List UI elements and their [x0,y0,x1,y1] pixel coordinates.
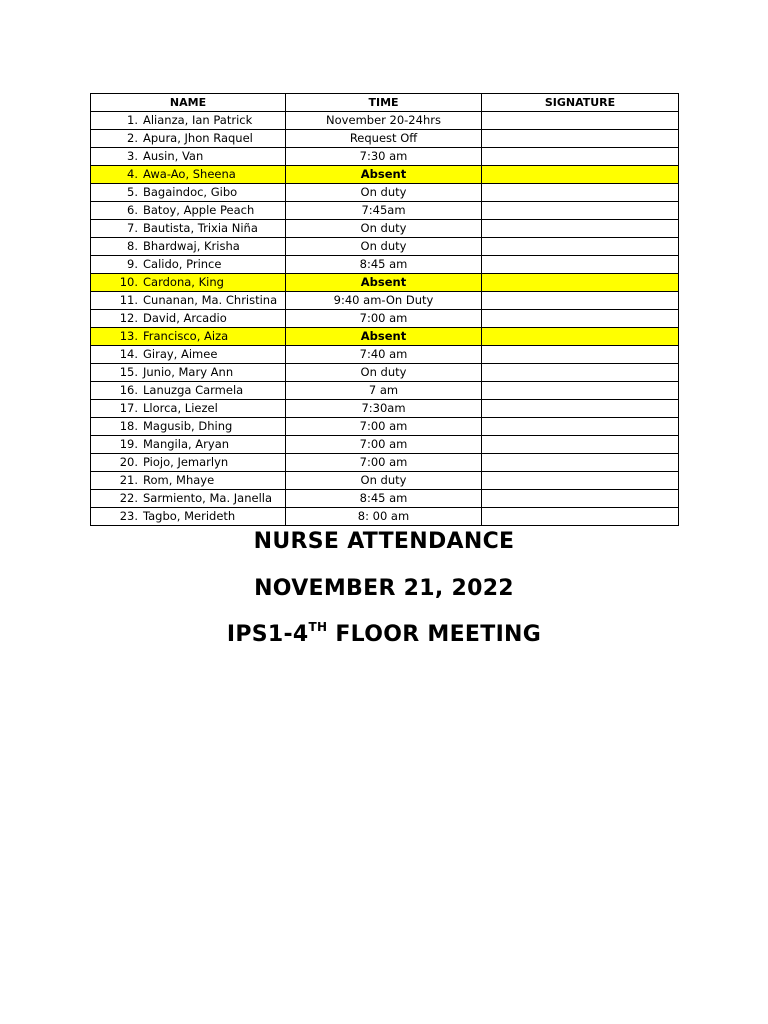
nurse-name: Ausin, Van [143,149,204,163]
meeting-title-ordinal: TH [308,620,328,634]
table-row [91,202,679,220]
name-cell [91,436,286,454]
nurse-name: Junio, Mary Ann [143,365,234,379]
time-cell: 7:00 am [286,418,482,436]
signature-cell [482,490,679,508]
nurse-name: Mangila, Aryan [143,437,230,451]
row-number: 2. [127,131,138,145]
table-row [91,310,679,328]
signature-cell [482,112,679,130]
signature-cell [482,148,679,166]
time-cell: On duty [286,220,482,238]
column-header-signature: SIGNATURE [482,94,679,112]
name-cell [91,472,286,490]
signature-cell [482,292,679,310]
name-cell [91,310,286,328]
table-row [91,436,679,454]
table-row [91,382,679,400]
time-cell: 8:45 am [286,490,482,508]
table-header-row [91,94,679,112]
row-number: 10. [119,275,138,289]
time-cell: Request Off [286,130,482,148]
meeting-title [0,622,768,647]
row-number: 19. [119,437,138,451]
name-cell [91,184,286,202]
table-row [91,292,679,310]
row-number: 12. [119,311,138,325]
nurse-name: Rom, Mhaye [143,473,215,487]
nurse-name: Lanuzga Carmela [143,383,244,397]
row-number: 4. [127,167,138,181]
time-cell: 8: 00 am [286,508,482,526]
row-number: 8. [127,239,138,253]
time-cell: 7:45am [286,202,482,220]
table-row [91,454,679,472]
table-row [91,238,679,256]
time-cell: On duty [286,472,482,490]
meeting-title-prefix: IPS1-4 [226,622,309,647]
time-cell: 8:45 am [286,256,482,274]
meeting-title-suffix: FLOOR MEETING [327,622,542,647]
signature-cell [482,130,679,148]
table-row [91,166,679,184]
signature-cell [482,454,679,472]
nurse-name: Llorca, Liezel [143,401,218,415]
table-row [91,184,679,202]
time-cell: Absent [286,274,482,292]
nurse-name: Cardona, King [143,275,224,289]
signature-cell [482,328,679,346]
time-cell: 7:40 am [286,346,482,364]
row-number: 23. [119,509,138,523]
row-number: 21. [119,473,138,487]
row-number: 6. [127,203,138,217]
signature-cell [482,418,679,436]
time-cell: 7:30 am [286,148,482,166]
signature-cell [482,184,679,202]
time-cell: 7:00 am [286,310,482,328]
nurse-name: Awa-Ao, Sheena [143,167,236,181]
name-cell [91,130,286,148]
name-cell [91,346,286,364]
name-cell [91,382,286,400]
table-row [91,364,679,382]
signature-cell [482,310,679,328]
name-cell [91,112,286,130]
signature-cell [482,346,679,364]
nurse-name: Giray, Aimee [143,347,218,361]
name-cell [91,418,286,436]
signature-cell [482,436,679,454]
nurse-name: David, Arcadio [143,311,227,325]
signature-cell [482,274,679,292]
row-number: 7. [127,221,138,235]
name-cell [91,274,286,292]
row-number: 1. [127,113,138,127]
nurse-name: Alianza, Ian Patrick [143,113,253,127]
table-row [91,472,679,490]
name-cell [91,256,286,274]
nurse-name: Batoy, Apple Peach [143,203,255,217]
signature-cell [482,508,679,526]
row-number: 5. [127,185,138,199]
table-row [91,256,679,274]
time-cell: On duty [286,364,482,382]
column-header-time: TIME [286,94,482,112]
nurse-name: Sarmiento, Ma. Janella [143,491,273,505]
table-row [91,112,679,130]
name-cell [91,490,286,508]
table-row [91,346,679,364]
time-cell: On duty [286,184,482,202]
nurse-name: Bagaindoc, Gibo [143,185,238,199]
nurse-name: Piojo, Jemarlyn [143,455,229,469]
name-cell [91,238,286,256]
row-number: 22. [119,491,138,505]
time-cell: 7:30am [286,400,482,418]
attendance-table [90,93,679,526]
table-row [91,220,679,238]
name-cell [91,400,286,418]
table-row [91,490,679,508]
signature-cell [482,202,679,220]
row-number: 17. [119,401,138,415]
signature-cell [482,220,679,238]
nurse-name: Calido, Prince [143,257,222,271]
time-cell: 7 am [286,382,482,400]
nurse-name: Tagbo, Merideth [143,509,236,523]
nurse-name: Bautista, Trixia Niña [143,221,258,235]
table-row [91,328,679,346]
row-number: 15. [119,365,138,379]
nurse-name: Magusib, Dhing [143,419,233,433]
name-cell [91,328,286,346]
name-cell [91,220,286,238]
document-date: NOVEMBER 21, 2022 [254,576,514,601]
name-cell [91,148,286,166]
document-title: NURSE ATTENDANCE [253,529,515,554]
row-number: 13. [119,329,138,343]
name-cell [91,364,286,382]
table-row [91,418,679,436]
table-row [91,130,679,148]
time-cell: Absent [286,328,482,346]
name-cell [91,454,286,472]
time-cell: 7:00 am [286,454,482,472]
nurse-name: Cunanan, Ma. Christina [143,293,278,307]
table-row [91,148,679,166]
time-cell: Absent [286,166,482,184]
row-number: 18. [119,419,138,433]
row-number: 16. [119,383,138,397]
nurse-name: Francisco, Aiza [143,329,229,343]
row-number: 14. [119,347,138,361]
signature-cell [482,238,679,256]
name-cell [91,202,286,220]
signature-cell [482,382,679,400]
table-row [91,274,679,292]
time-cell: 9:40 am-On Duty [286,292,482,310]
signature-cell [482,364,679,382]
row-number: 11. [119,293,138,307]
row-number: 9. [127,257,138,271]
signature-cell [482,472,679,490]
table-row [91,508,679,526]
nurse-name: Bhardwaj, Krisha [143,239,240,253]
time-cell: On duty [286,238,482,256]
name-cell [91,508,286,526]
row-number: 20. [119,455,138,469]
signature-cell [482,166,679,184]
name-cell [91,166,286,184]
signature-cell [482,256,679,274]
name-cell [91,292,286,310]
signature-cell [482,400,679,418]
row-number: 3. [127,149,138,163]
time-cell: November 20-24hrs [286,112,482,130]
table-row [91,400,679,418]
table-body [91,112,679,526]
column-header-name: NAME [91,94,286,112]
time-cell: 7:00 am [286,436,482,454]
nurse-name: Apura, Jhon Raquel [143,131,253,145]
